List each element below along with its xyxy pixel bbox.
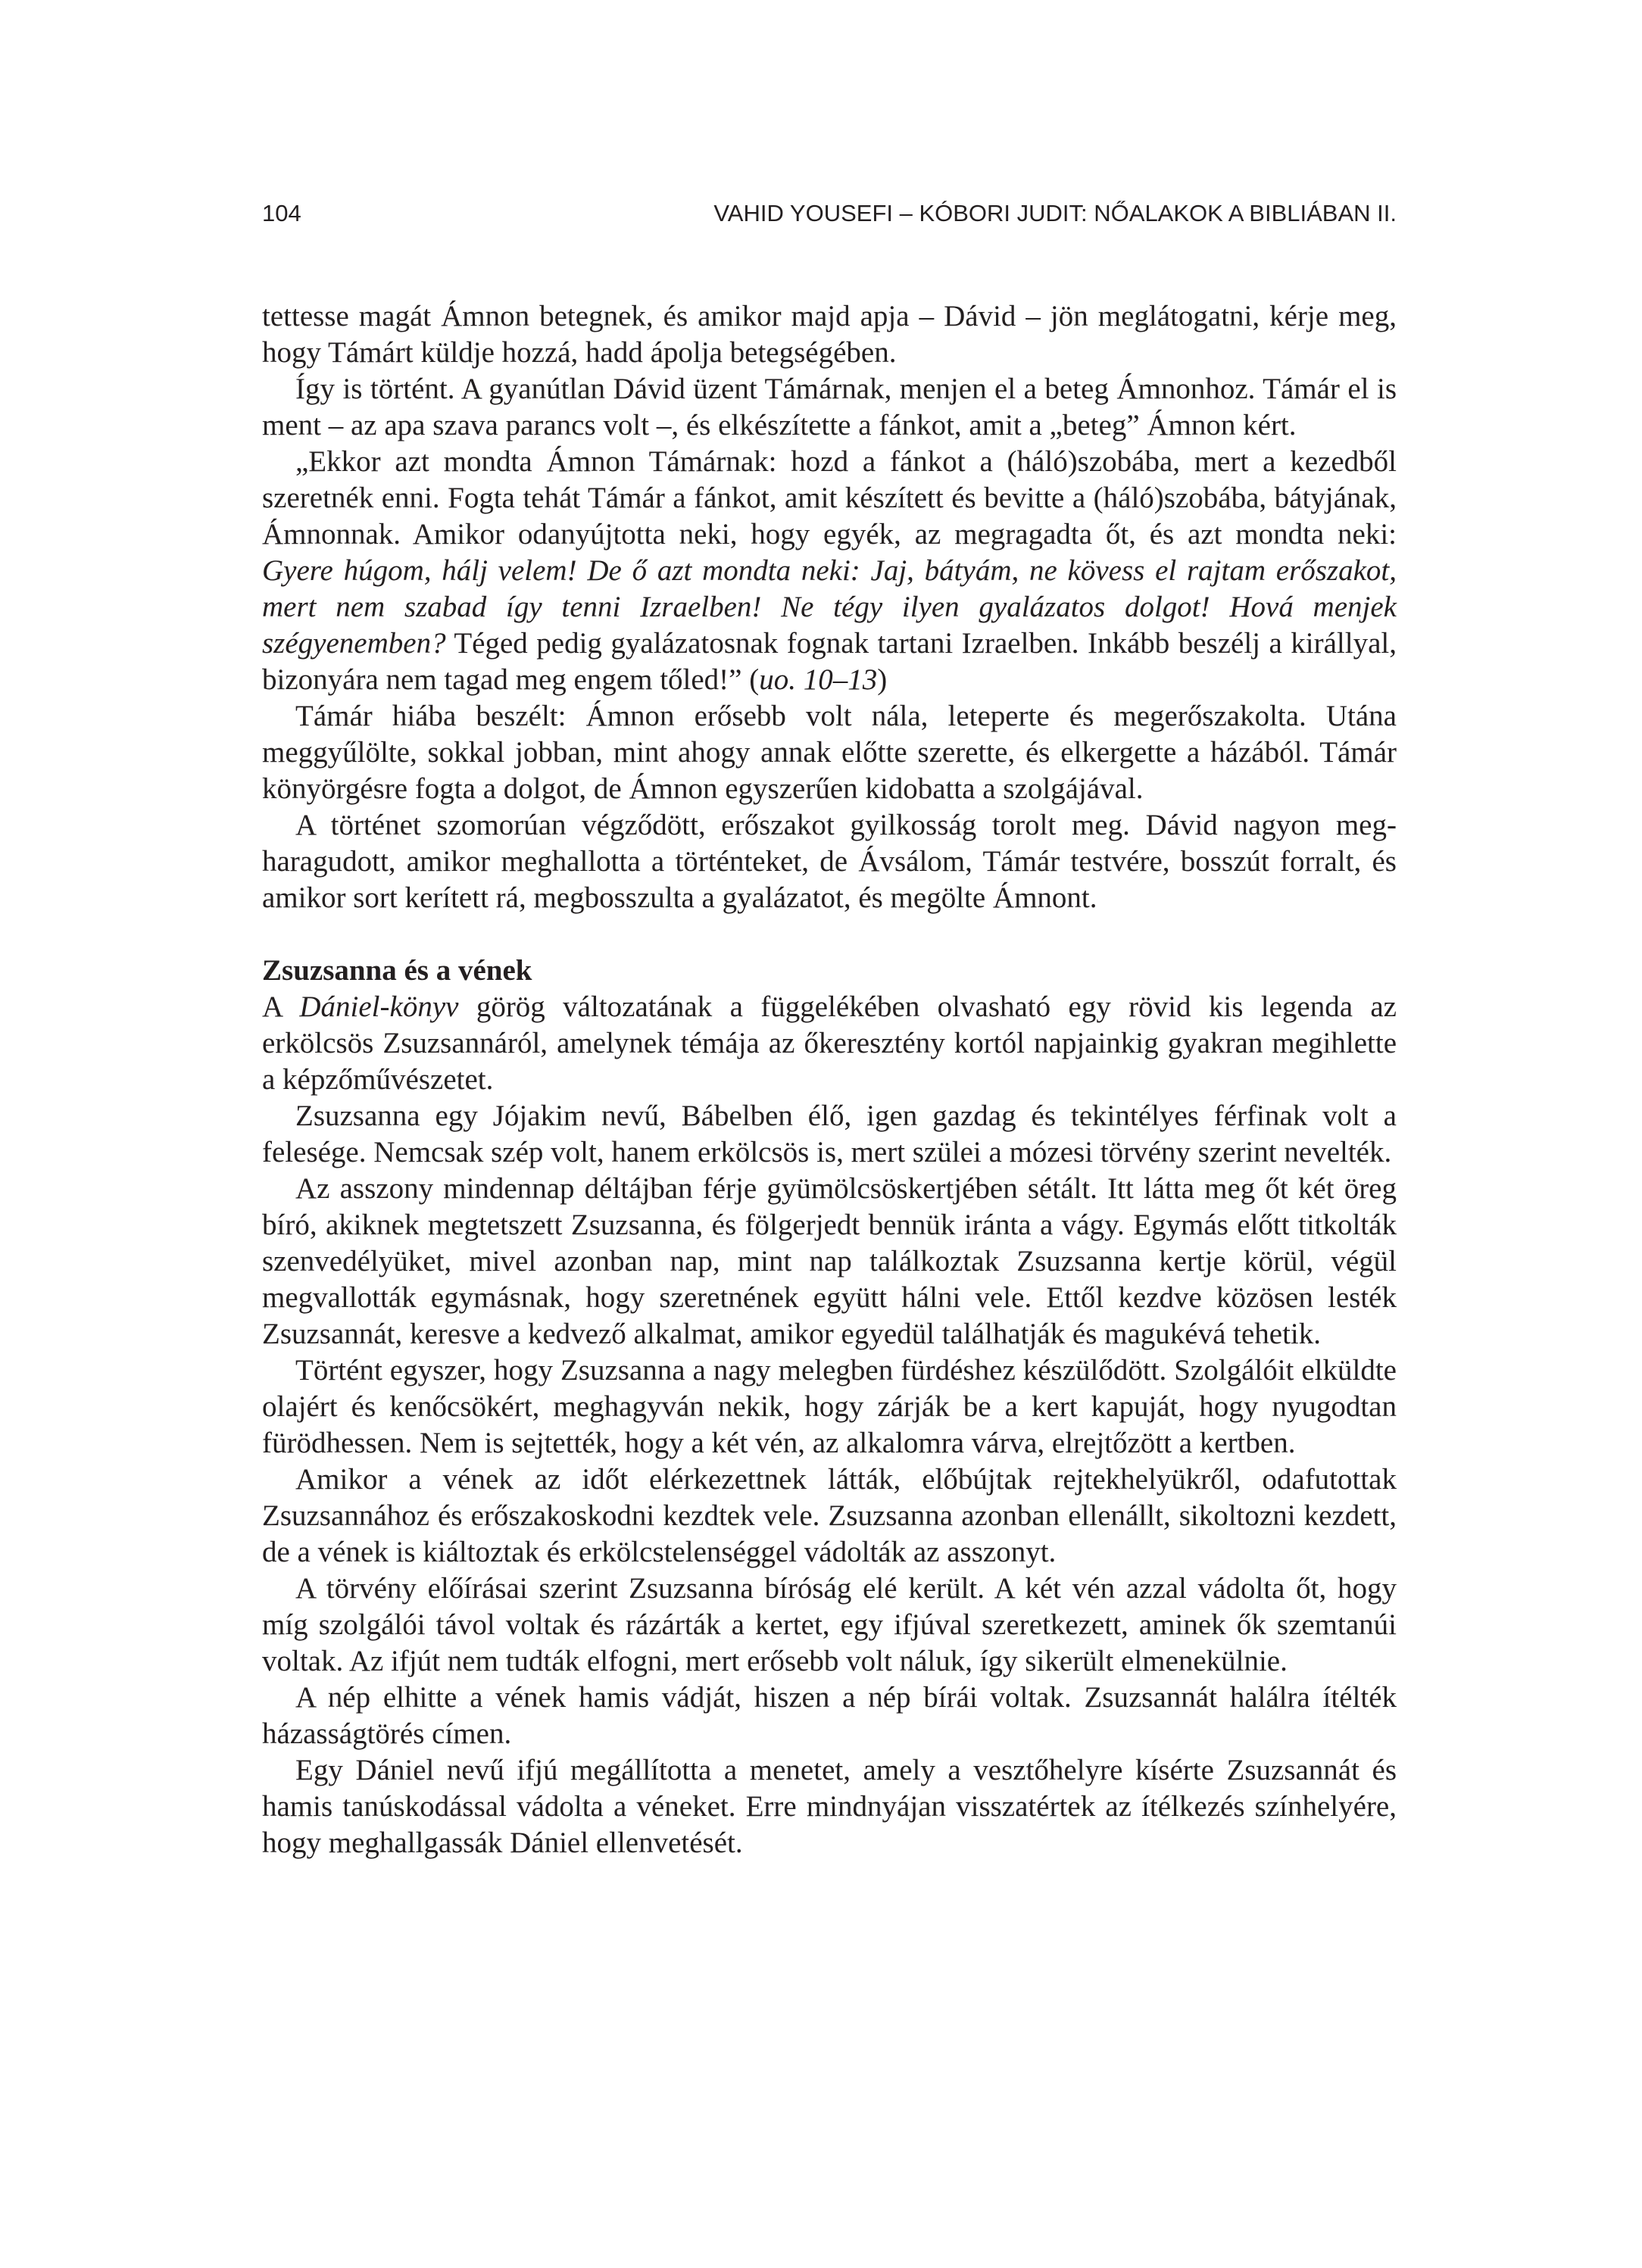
paragraph-text: Téged pedig gyalázatosnak fognak tartani Izraelben. Inkább beszélj a királlyal, bizonyára nem tagad meg engem tőled!” (	[262, 627, 1397, 696]
paragraph-text: A törvény előírásai szerint Zsuzsanna bíróság elé került. A két vén azzal vádolta őt, hogy míg szolgálói távol voltak és rázárták a kertet, egy ifjúval szeretkezett, aminek ők szemtanúi voltak. Az ifjút nem tudták elfogni, mert erősebb volt náluk, így sikerült elmenekülnie.	[262, 1572, 1397, 1677]
paragraph	[262, 1462, 1397, 1571]
paragraph	[262, 1680, 1397, 1752]
italic-text: uo. 10–13	[759, 663, 878, 696]
body-text	[262, 298, 1397, 1861]
story-tamar-paragraphs	[262, 298, 1397, 916]
paragraph-text: Amikor a vének az időt elérkezettnek látták, előbújtak rejtekhelyükről, odafutottak Zsuzsannához és erőszakoskodni kezdtek vele. Zsuzsanna azonban ellenállt, sikoltozni kezdett, de a vének is kiáltoztak és erkölcstelenséggel vádolták az asszonyt.	[262, 1463, 1397, 1568]
paragraph	[262, 444, 1397, 698]
running-title: VAHID YOUSEFI – KÓBORI JUDIT: NŐALAKOK A BIBLIÁBAN II.	[713, 200, 1397, 226]
paragraph-text: Támár hiába beszélt: Ámnon erősebb volt nála, leteperte és megerőszakolta. Utána meggyűlölte, sokkal jobban, mint ahogy annak előtte szerette, és elkergette a házából. Támár könyörgésre fogta a dolgot, de Ámnon egyszerűen kidobatta a szolgájával.	[262, 700, 1397, 805]
paragraph-text: Egy Dániel nevű ifjú megállította a menetet, amely a vesztőhelyre kísérte Zsuzsannát és hamis tanúskodással vádolta a véneket. Erre mindnyájan visszatértek az ítélkezés színhelyére, hogy meghallgassák Dániel ellenvetését.	[262, 1754, 1397, 1859]
story-zsuzsanna-paragraphs	[262, 989, 1397, 1861]
paragraph-text: A történet szomorúan végződött, erőszakot gyilkosság torolt meg. Dávid nagyon megharagudott, amikor meghallotta a történteket, de Ávsálom, Támár testvére, bosszút forralt, és amikor sort kerített rá, megbosszulta a gyalázatot, és megölte Ámnont.	[262, 809, 1397, 914]
page-number: 104	[262, 200, 301, 226]
paragraph-text: tettesse magát Ámnon betegnek, és amikor majd apja – Dávid – jön meglátogatni, kérje meg, hogy Támárt küldje hozzá, hadd ápolja betegségében.	[262, 300, 1397, 369]
paragraph	[262, 1571, 1397, 1680]
paragraph	[262, 807, 1397, 916]
italic-text: Dániel-könyv	[299, 990, 459, 1023]
paragraph	[262, 1098, 1397, 1171]
paragraph	[262, 1171, 1397, 1352]
paragraph-text: A	[262, 990, 300, 1023]
paragraph	[262, 989, 1397, 1098]
paragraph-text: Zsuzsanna egy Jójakim nevű, Bábelben élő, igen gazdag és tekintélyes férfinak volt a felesége. Nemcsak szép volt, hanem erkölcsös is, mert szülei a mózesi törvény szerint nevelték.	[262, 1100, 1397, 1168]
paragraph-text: „Ekkor azt mondta Ámnon Támárnak: hozd a fánkot a (háló)szobába, mert a kezedből szeretnék enni. Fogta tehát Támár a fánkot, amit készített és bevitte a (háló)szobába, bátyjának, Ámnonnak. Amikor odanyújtotta neki, hogy egyék, az megragadta őt, és azt mondta neki:	[262, 445, 1397, 551]
italic-text: Gyere húgom, hálj velem! De ő azt mondta neki: Jaj, bátyám, ne kövess el rajtam erőszakot, mert nem szabad így tenni Izraelben! Ne tégy ilyen gyalázatos dolgot! Hová menjek szégyenemben?	[262, 554, 1397, 660]
paragraph-text: A nép elhitte a vének hamis vádját, hiszen a nép bírái voltak. Zsuzsannát halálra ítélték házasságtörés címen.	[262, 1681, 1397, 1750]
paragraph	[262, 1752, 1397, 1861]
section-heading: Zsuzsanna és a vének	[262, 954, 532, 987]
paragraph	[262, 1352, 1397, 1462]
paragraph-text: )	[877, 663, 888, 696]
page-header	[262, 200, 1397, 245]
paragraph-text: görög változatának a függelékében olvasható egy rövid kis legenda az erkölcsös Zsuzsannáról, amelynek témája az őkeresztény kortól napjainkig gyakran megihlette a képzőművészetet.	[262, 990, 1397, 1096]
paragraph-text: Így is történt. A gyanútlan Dávid üzent Támárnak, menjen el a beteg Ámnonhoz. Támár el is ment – az apa szava parancs volt –, és elkészítette a fánkot, amit a „beteg” Ámnon kért.	[262, 373, 1397, 441]
paragraph-text: Történt egyszer, hogy Zsuzsanna a nagy melegben fürdéshez készülődött. Szolgálóit elküldte olajért és kenőcsökért, meghagyván nekik, hogy zárják be a kert kapuját, hogy nyugodtan fürödhessen. Nem is sejtették, hogy a két vén, az alkalomra várva, elrejtőzött a kertben.	[262, 1354, 1397, 1459]
paragraph-text: Az asszony mindennap déltájban férje gyümölcsöskertjében sétált. Itt látta meg őt két öreg bíró, akiknek megtetszett Zsuzsanna, és fölgerjedt bennük iránta a vágy. Egymás előtt titkolták szenvedélyüket, mivel azonban nap, mint nap találkoztak Zsuzsanna kertje körül, végül megvallották egymásnak, hogy szeretnének együtt hálni vele. Ettől kezdve közösen lesték Zsuzsannát, keresve a kedvező alkalmat, amikor egyedül találhatják és magukévá tehetik.	[262, 1172, 1397, 1350]
paragraph	[262, 298, 1397, 371]
paragraph	[262, 371, 1397, 444]
paragraph	[262, 698, 1397, 807]
